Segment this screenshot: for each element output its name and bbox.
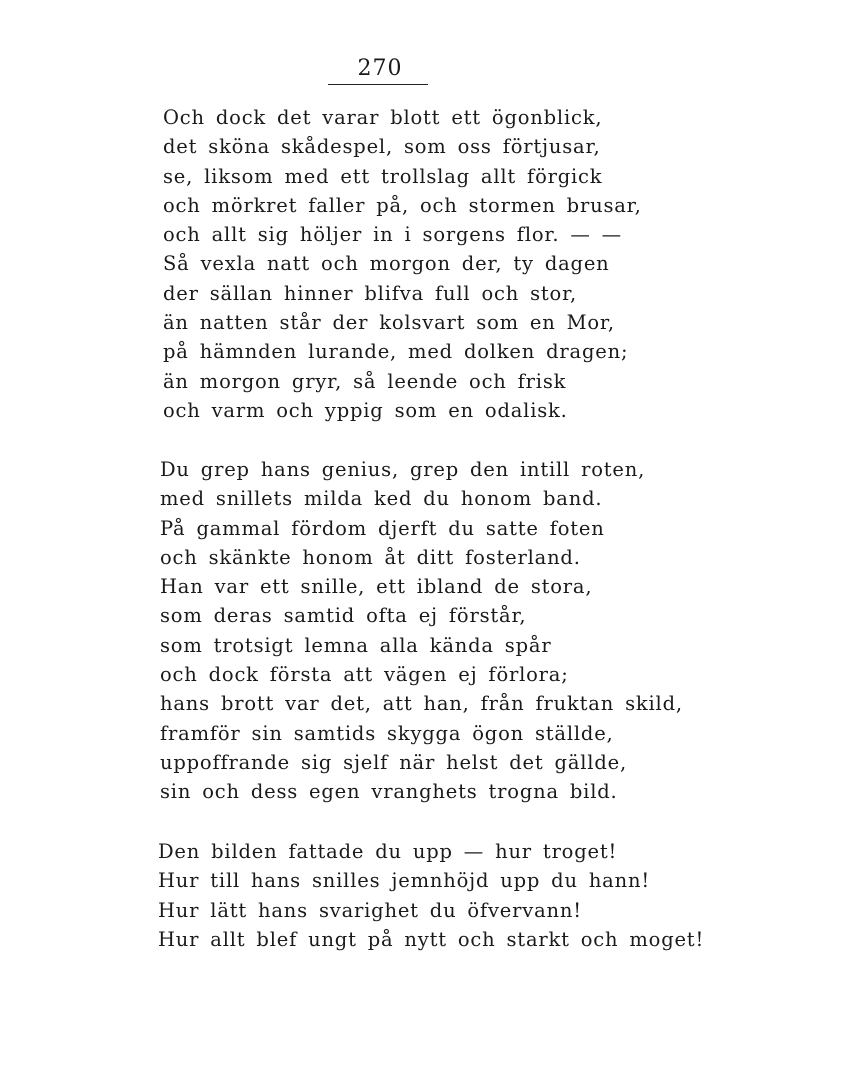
stanza-1 <box>163 103 642 425</box>
poem-line: Du grep hans genius, grep den intill roten, <box>160 458 646 481</box>
poem-line: som deras samtid ofta ej förstår, <box>160 604 527 628</box>
poem-line: med snillets milda ked du honom band. <box>160 487 603 511</box>
poem-line: än morgon gryr, så leende och frisk <box>163 369 567 393</box>
poem-line: Och dock det varar blott ett ögonblick, <box>163 106 603 129</box>
poem-line: som trotsigt lemna alla kända spår <box>160 633 552 657</box>
poem-line: än natten står der kolsvart som en Mor, <box>163 311 615 335</box>
poem-line: hans brott var det, att han, från fruktan skild, <box>160 692 683 716</box>
poem-line: Så vexla natt och morgon der, ty dagen <box>163 252 610 276</box>
poem-line: på hämnden lurande, med dolken dragen; <box>163 340 629 364</box>
page-number-rule <box>328 84 428 85</box>
poem-line: Hur lätt hans svarighet du öfvervann! <box>158 898 582 922</box>
poem-line: uppoffrande sig sjelf när helst det gällde, <box>160 750 627 774</box>
poem-line: Hur allt blef ungt på nytt och starkt och moget! <box>158 927 705 951</box>
poem-line: och mörkret faller på, och stormen brusar, <box>163 193 642 217</box>
poem-line: och dock första att vägen ej förlora; <box>160 663 569 687</box>
poem-line: se, liksom med ett trollslag allt förgick <box>163 164 603 188</box>
poem-line: sin och dess egen vranghets trogna bild. <box>160 780 618 804</box>
poem-line: På gammal fördom djerft du satte foten <box>160 516 605 540</box>
poem-line: och skänkte honom åt ditt fosterland. <box>160 545 581 569</box>
poem-line: Hur till hans snilles jemnhöjd upp du hann! <box>158 869 650 893</box>
stanza-3 <box>158 837 704 954</box>
poem-line: Han var ett snille, ett ibland de stora, <box>160 575 593 599</box>
poem-line: Den bilden fattade du upp — hur troget! <box>158 840 618 863</box>
stanza-2 <box>160 455 683 807</box>
poem-line: framför sin samtids skygga ögon ställde, <box>160 721 614 745</box>
poem-line: der sällan hinner blifva full och stor, <box>163 281 578 305</box>
poem-line: och allt sig höljer in i sorgens flor. — — <box>163 223 622 247</box>
poem-line: och varm och yppig som en odalisk. <box>163 398 568 422</box>
poem-line: det sköna skådespel, som oss förtjusar, <box>163 135 601 159</box>
page-number: 270 <box>357 56 403 81</box>
